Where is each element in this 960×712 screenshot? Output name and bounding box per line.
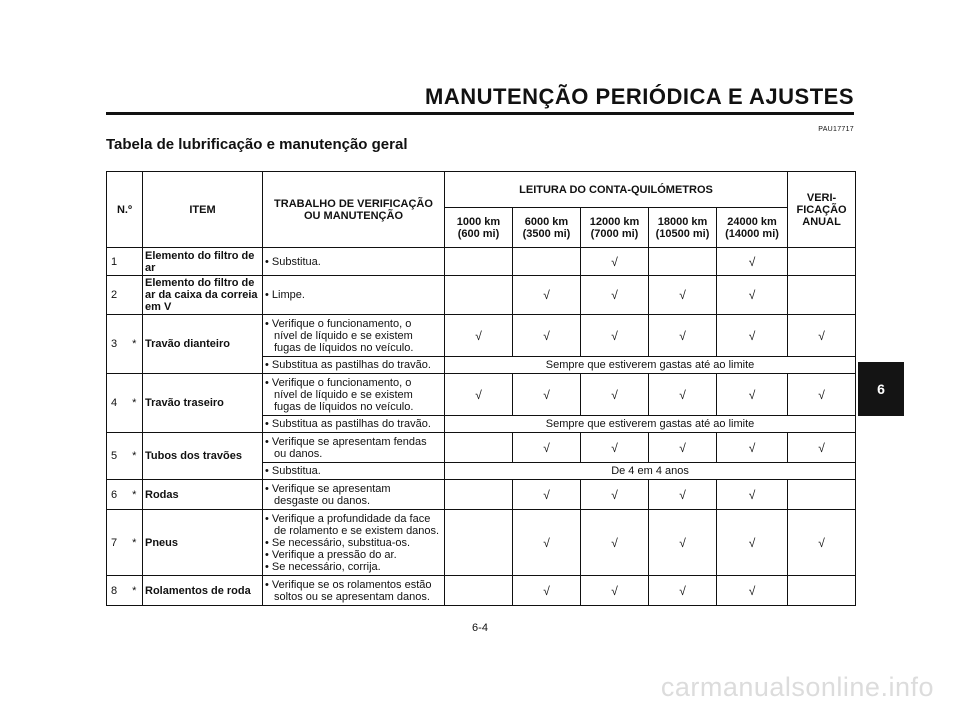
check-cell: √ xyxy=(649,576,717,606)
row-number: 4 xyxy=(107,374,127,433)
row-work xyxy=(263,480,445,510)
row-number: 7 xyxy=(107,510,127,576)
row-number: 6 xyxy=(107,480,127,510)
row-work xyxy=(263,315,445,357)
maintenance-table xyxy=(106,171,856,606)
check-cell: √ xyxy=(581,248,649,276)
row-work xyxy=(263,510,445,576)
watermark: carmanualsonline.info xyxy=(660,672,934,702)
row-work: • Substitua as pastilhas do travão. xyxy=(263,416,445,433)
row-work: • Substitua. xyxy=(263,463,445,480)
check-cell: √ xyxy=(581,510,649,576)
header-interval-km: 1000 km xyxy=(456,215,501,228)
check-cell: √ xyxy=(717,433,788,463)
section-title: Tabela de lubrificação e manutenção geral xyxy=(106,136,408,153)
check-cell: √ xyxy=(788,433,856,463)
header-interval-mi: (14000 mi) xyxy=(725,227,779,240)
check-cell xyxy=(445,433,513,463)
row-item: Elemento do filtro de ar xyxy=(143,248,263,276)
work-line: • Verifique se apresentam xyxy=(265,482,391,495)
check-cell: √ xyxy=(445,374,513,416)
check-cell xyxy=(788,276,856,315)
row-star xyxy=(127,276,143,315)
work-line: • Verifique se apresentam fendas xyxy=(265,435,427,448)
header-item: ITEM xyxy=(143,172,263,248)
check-cell: √ xyxy=(513,374,581,416)
check-cell: √ xyxy=(717,248,788,276)
header-interval xyxy=(717,208,788,248)
check-cell: √ xyxy=(649,315,717,357)
row-star: * xyxy=(127,576,143,606)
header-work-line: TRABALHO DE VERIFICAÇÃO xyxy=(274,197,433,210)
header-annual-line: FICAÇÃO xyxy=(796,203,847,216)
table-body xyxy=(107,248,856,606)
check-cell: √ xyxy=(513,576,581,606)
check-cell: √ xyxy=(581,576,649,606)
check-cell xyxy=(445,510,513,576)
header-interval-mi: (7000 mi) xyxy=(590,227,639,240)
check-cell xyxy=(788,576,856,606)
row-star: * xyxy=(127,433,143,480)
work-line: soltos ou se apresentam danos. xyxy=(274,590,430,603)
header-interval-mi: (10500 mi) xyxy=(655,227,710,240)
table-row xyxy=(107,510,856,576)
table-row xyxy=(107,248,856,276)
work-line: • Verifique a pressão do ar. xyxy=(265,548,397,561)
work-line: fugas de líquidos no veículo. xyxy=(274,341,414,354)
check-cell: √ xyxy=(581,315,649,357)
check-cell: √ xyxy=(581,374,649,416)
check-cell: √ xyxy=(788,374,856,416)
check-cell: √ xyxy=(581,480,649,510)
header-no: N.º xyxy=(107,172,143,248)
check-cell xyxy=(788,248,856,276)
row-item: Travão dianteiro xyxy=(143,315,263,374)
page-header-title: MANUTENÇÃO PERIÓDICA E AJUSTES xyxy=(425,84,854,109)
work-line: • Verifique se os rolamentos estão xyxy=(265,578,432,591)
check-cell: √ xyxy=(513,480,581,510)
row-item: Pneus xyxy=(143,510,263,576)
header-interval-mi: (600 mi) xyxy=(457,227,500,240)
header-interval-mi: (3500 mi) xyxy=(522,227,571,240)
row-work xyxy=(263,576,445,606)
check-cell: √ xyxy=(649,276,717,315)
table-row xyxy=(107,480,856,510)
work-line: • Verifique o funcionamento, o xyxy=(265,317,412,330)
check-cell xyxy=(445,576,513,606)
work-line: nível de líquido e se existem xyxy=(274,388,413,401)
header-annual xyxy=(788,172,856,248)
check-cell: √ xyxy=(717,480,788,510)
header-interval-km: 12000 km xyxy=(589,215,640,228)
row-work: • Substitua as pastilhas do travão. xyxy=(263,357,445,374)
work-line: de rolamento e se existem danos. xyxy=(274,524,440,537)
check-cell: √ xyxy=(513,276,581,315)
header-interval xyxy=(649,208,717,248)
table-header xyxy=(107,172,856,248)
work-line: • Se necessário, substitua-os. xyxy=(265,536,411,549)
check-cell: √ xyxy=(513,510,581,576)
row-number: 1 xyxy=(107,248,127,276)
work-line: • Substitua. xyxy=(265,255,321,268)
check-cell: √ xyxy=(788,510,856,576)
check-cell: √ xyxy=(581,276,649,315)
check-cell: √ xyxy=(788,315,856,357)
table-row xyxy=(107,374,856,416)
work-line: • Se necessário, corrija. xyxy=(265,560,381,573)
row-star: * xyxy=(127,480,143,510)
row-number: 8 xyxy=(107,576,127,606)
row-star: * xyxy=(127,374,143,433)
interval-note: Sempre que estiverem gastas até ao limite xyxy=(445,357,856,374)
row-star xyxy=(127,248,143,276)
row-work xyxy=(263,374,445,416)
row-star: * xyxy=(127,315,143,374)
check-cell: √ xyxy=(717,576,788,606)
check-cell xyxy=(513,248,581,276)
row-star: * xyxy=(127,510,143,576)
work-line: • Verifique a profundidade da face xyxy=(265,512,431,525)
check-cell xyxy=(788,480,856,510)
page-number: 6-4 xyxy=(472,622,488,634)
work-line: • Verifique o funcionamento, o xyxy=(265,376,412,389)
table-row xyxy=(107,276,856,315)
header-interval xyxy=(513,208,581,248)
check-cell xyxy=(649,248,717,276)
header-rule xyxy=(106,112,854,115)
interval-note: Sempre que estiverem gastas até ao limite xyxy=(445,416,856,433)
check-cell: √ xyxy=(513,315,581,357)
check-cell: √ xyxy=(649,480,717,510)
check-cell: √ xyxy=(513,433,581,463)
table-row xyxy=(107,315,856,357)
row-item: Rolamentos de roda xyxy=(143,576,263,606)
check-cell: √ xyxy=(717,276,788,315)
row-number: 5 xyxy=(107,433,127,480)
header-interval-km: 18000 km xyxy=(657,215,708,228)
row-number: 2 xyxy=(107,276,127,315)
check-cell: √ xyxy=(717,315,788,357)
row-item: Rodas xyxy=(143,480,263,510)
work-line: nível de líquido e se existem xyxy=(274,329,413,342)
table-row xyxy=(107,576,856,606)
row-work xyxy=(263,433,445,463)
work-line: fugas de líquidos no veículo. xyxy=(274,400,414,413)
work-line: desgaste ou danos. xyxy=(274,494,371,507)
chapter-tab[interactable]: 6 xyxy=(858,362,904,416)
header-interval-km: 24000 km xyxy=(727,215,777,228)
work-line: ou danos. xyxy=(274,447,323,460)
header-annual-line: VERI- xyxy=(806,191,837,204)
header-work-line: OU MANUTENÇÃO xyxy=(304,209,403,222)
row-item: Elemento do filtro de ar da caixa da correia em V xyxy=(143,276,263,315)
check-cell: √ xyxy=(649,510,717,576)
check-cell xyxy=(445,276,513,315)
check-cell: √ xyxy=(717,510,788,576)
table-row xyxy=(107,433,856,463)
header-work xyxy=(263,172,445,248)
row-work xyxy=(263,276,445,315)
document-code: PAU17717 xyxy=(818,126,854,133)
row-item: Travão traseiro xyxy=(143,374,263,433)
row-work xyxy=(263,248,445,276)
row-number: 3 xyxy=(107,315,127,374)
header-interval-km: 6000 km xyxy=(524,215,569,228)
check-cell: √ xyxy=(581,433,649,463)
header-annual-line: ANUAL xyxy=(802,215,841,228)
interval-note: De 4 em 4 anos xyxy=(445,463,856,480)
row-item: Tubos dos travões xyxy=(143,433,263,480)
check-cell: √ xyxy=(649,374,717,416)
check-cell xyxy=(445,480,513,510)
check-cell xyxy=(445,248,513,276)
header-interval xyxy=(445,208,513,248)
header-interval xyxy=(581,208,649,248)
work-line: • Limpe. xyxy=(265,289,305,301)
check-cell: √ xyxy=(649,433,717,463)
check-cell: √ xyxy=(717,374,788,416)
check-cell: √ xyxy=(445,315,513,357)
header-odometer: LEITURA DO CONTA-QUILÓMETROS xyxy=(445,172,788,208)
